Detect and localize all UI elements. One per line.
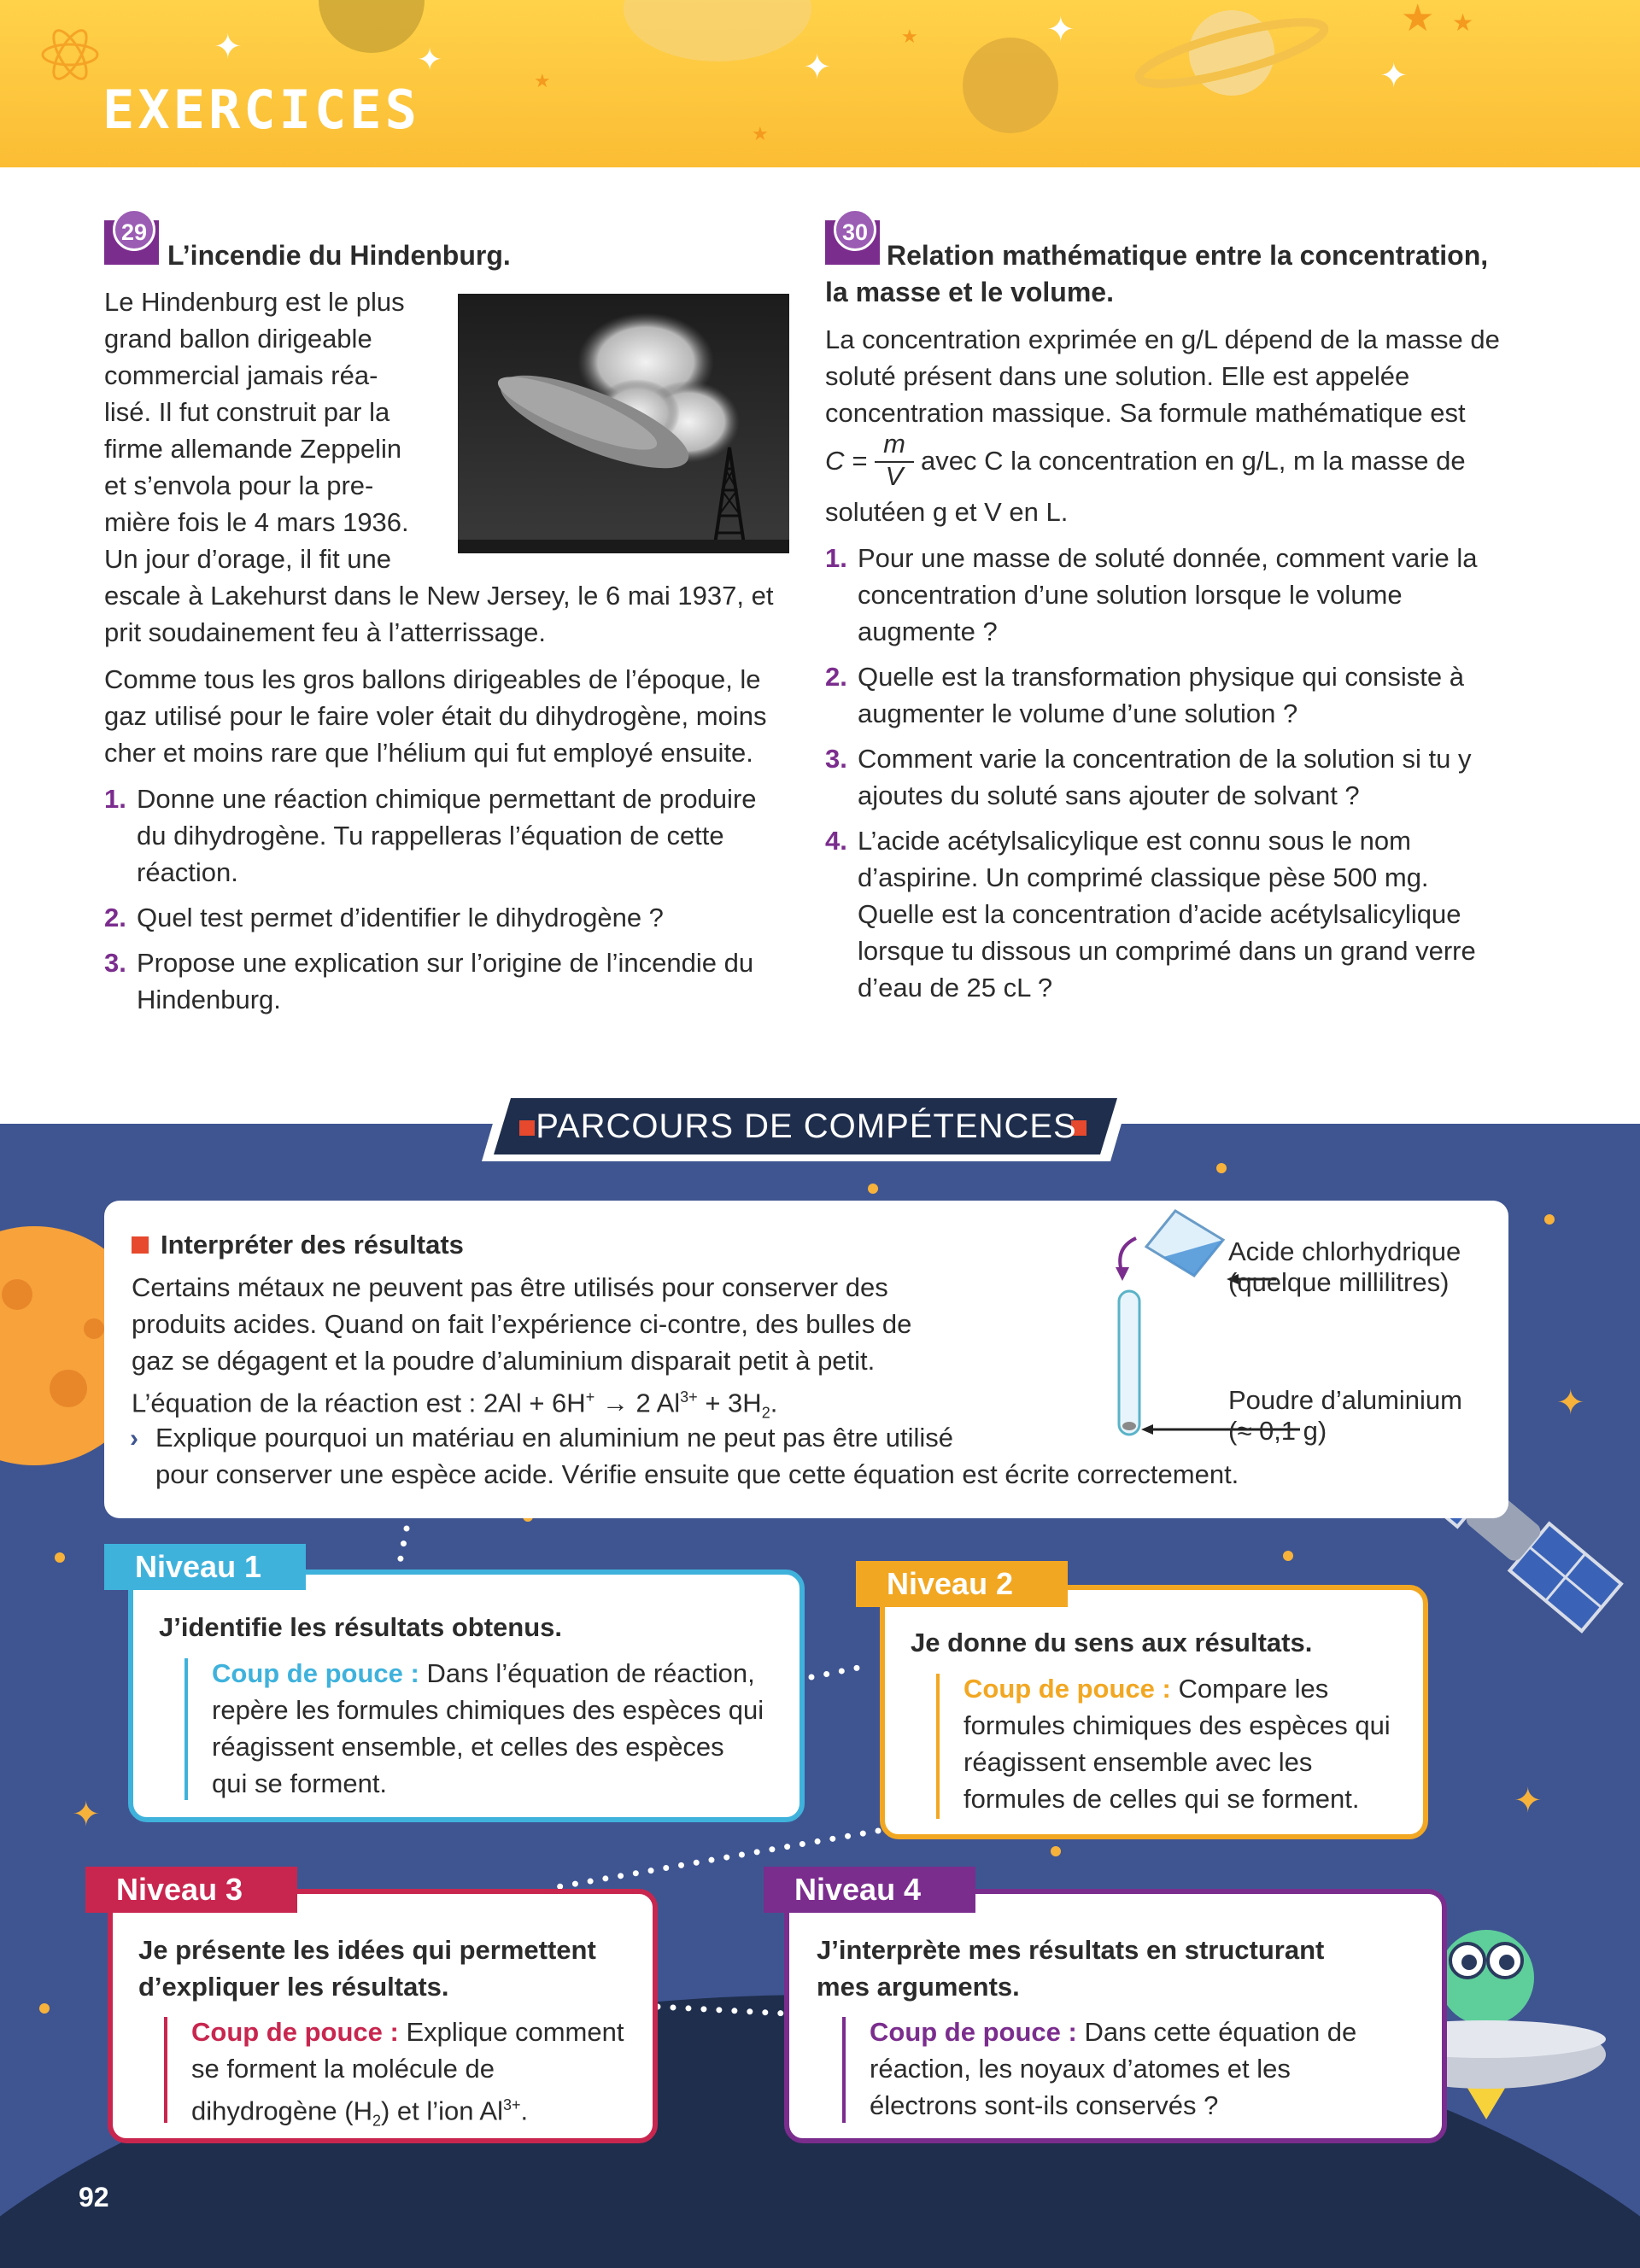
tip-label: Coup de pouce :: [212, 1658, 419, 1688]
text-line: gaz se dégagent et la poudre d’aluminium disparait petit à petit.: [132, 1346, 876, 1376]
formula-numerator: m: [883, 429, 905, 459]
heading-line: Je présente les idées qui permettent: [138, 1935, 596, 1965]
test-tube: [1119, 1291, 1139, 1435]
tip-text: Dans cette équation de réaction, les noyaux d’atomes et les électrons sont-ils conservés ?: [870, 2017, 1357, 2120]
level-heading: J’identifie les résultats obtenus.: [159, 1612, 563, 1642]
svg-text:✦: ✦: [214, 27, 243, 67]
planet-graphic: [963, 38, 1058, 133]
level-tag-2: Niveau 2: [856, 1561, 1068, 1607]
planet-graphic: [319, 0, 425, 53]
banner-title: PARCOURS DE COMPÉTENCES: [536, 1108, 1077, 1145]
level-tag-4: Niveau 4: [764, 1867, 975, 1913]
equation-part: 2Al + 6H: [483, 1388, 586, 1418]
svg-text:✦: ✦: [803, 48, 832, 87]
svg-text:✦: ✦: [72, 1795, 101, 1834]
tip-text: .: [520, 2096, 529, 2126]
question-item: [825, 822, 1508, 1006]
square-bullet: [132, 1236, 149, 1254]
chevron-right-icon: ›: [130, 1424, 138, 1453]
svg-text:✦: ✦: [1046, 10, 1075, 50]
level-tag-1: Niveau 1: [104, 1544, 306, 1590]
level-heading: Je donne du sens aux résultats.: [911, 1628, 1313, 1657]
star-dot: [868, 1184, 878, 1194]
text-line: grand ballon dirigeable: [104, 324, 372, 354]
svg-text:★: ★: [1401, 0, 1435, 40]
question-text: Pour une masse de soluté donnée, comment varie la concentration d’une solution lorsque le volume augmente ?: [858, 543, 1478, 646]
superscript: 3+: [680, 1388, 698, 1406]
exercise-title-line: Relation mathématique entre la concentration,: [887, 240, 1489, 271]
section-title: EXERCICES: [102, 79, 420, 141]
tip-label: Coup de pouce :: [964, 1674, 1171, 1704]
level-heading: [138, 1932, 596, 2005]
card-text: [132, 1269, 911, 1432]
formula-denominator: V: [885, 461, 904, 491]
svg-text:★: ★: [1452, 9, 1474, 37]
tip-label: Coup de pouce :: [870, 2017, 1077, 2047]
text-line: commercial jamais réa-: [104, 360, 378, 390]
hindenburg-photo: [458, 294, 789, 553]
svg-text:✦: ✦: [1556, 1383, 1585, 1423]
question-item: [825, 740, 1508, 814]
tip-text: Dans l’équation de réaction, repère les formules chimiques des espèces qui réagissent ensemble, et celles des espèces qui se forment.: [212, 1658, 764, 1798]
level-tip: [164, 2014, 642, 2140]
heading-line: d’expliquer les résultats.: [138, 1972, 449, 2002]
atom-icon: [43, 26, 97, 83]
label-line: (quelque millilitres): [1228, 1267, 1450, 1297]
equation-part: .: [770, 1388, 778, 1418]
acid-label: [1228, 1236, 1461, 1298]
question-number: 1.: [104, 784, 126, 814]
svg-text:✦: ✦: [417, 43, 443, 78]
card-heading: Interpréter des résultats: [161, 1230, 464, 1260]
level-card-3: [108, 1889, 658, 2143]
question-text: Donne une réaction chimique permettant de produire du dihydrogène. Tu rappelleras l’équation de cette réaction.: [137, 784, 757, 887]
question-item: [825, 540, 1508, 650]
question-text: Quelle est la transformation physique qui consiste à augmenter le volume d’une solution ?: [858, 662, 1464, 728]
header-banner: [0, 0, 1640, 167]
level-card-1: [128, 1569, 805, 1822]
question-number: 3.: [825, 744, 847, 774]
svg-text:★: ★: [901, 26, 918, 48]
exercise-title: L’incendie du Hindenburg.: [167, 240, 511, 271]
level-heading: [817, 1932, 1324, 2005]
question-number: 2.: [104, 903, 126, 932]
section-banner: [478, 1088, 1134, 1165]
svg-text:★: ★: [534, 71, 551, 92]
question-number: 3.: [104, 948, 126, 978]
subscript: 2: [372, 2112, 381, 2130]
svg-text:★: ★: [752, 124, 769, 145]
exercise-paragraph: Comme tous les gros ballons dirigeables de l’époque, le gaz utilisé pour le faire voler était du dihydrogène, moins cher et moins rare que l’hélium qui fut employé ensuite.: [104, 664, 767, 768]
text-line: pour conserver une espèce acide. Vérifie ensuite que cette équation est écrite correctement.: [155, 1459, 1239, 1489]
svg-text:✦: ✦: [1379, 56, 1409, 96]
text-line: Le Hindenburg est le plus: [104, 287, 405, 317]
text-line: lisé. Il fut construit par la: [104, 397, 390, 427]
superscript: 3+: [503, 2096, 521, 2113]
tip-text: Explique comment se forment la molécule de dihydrogène (H: [191, 2017, 624, 2126]
question-number: 1.: [825, 543, 847, 573]
level-tip: [184, 1655, 765, 1802]
page-number: 92: [79, 2182, 109, 2212]
heading-line: mes arguments.: [817, 1972, 1020, 2002]
formula-units: solutéen g et V en L.: [825, 497, 1069, 527]
question-list: [104, 780, 793, 1026]
exercise-intro-wrapped: [104, 284, 463, 577]
question-item: [104, 899, 793, 936]
text-line: et s’envola pour la pre-: [104, 471, 374, 500]
question-number: 2.: [825, 662, 847, 692]
equation-label: L’équation de la réaction est :: [132, 1388, 477, 1418]
level-tag-3: Niveau 3: [85, 1867, 297, 1913]
svg-text:✦: ✦: [1514, 1781, 1543, 1821]
skills-card: [104, 1201, 1508, 1518]
question-item: [104, 944, 793, 1018]
text-line: Explique pourquoi un matériau en aluminium ne peut pas être utilisé: [155, 1423, 954, 1453]
question-text: Quel test permet d’identifier le dihydrogène ?: [137, 903, 664, 932]
formula-line: [825, 425, 1526, 494]
heading-line: J’interprète mes résultats en structurant: [817, 1935, 1325, 1965]
tip-text: Compare les formules chimiques des espèces qui réagissent ensemble avec les formules de celles qui se forment.: [964, 1674, 1391, 1814]
formula-lhs: C =: [825, 446, 868, 476]
text-line: Certains métaux ne peuvent pas être utilisés pour conserver des: [132, 1272, 888, 1302]
level-tip: [936, 1670, 1406, 1817]
tip-label: Coup de pouce :: [191, 2017, 399, 2047]
formula-explanation: avec C la concentration en g/L, m la masse de: [921, 446, 1466, 476]
powder-label: [1228, 1385, 1462, 1447]
exercise-intro-continued: escale à Lakehurst dans le New Jersey, le 6 mai 1937, et prit soudainement feu à l’atterrissage.: [104, 581, 774, 647]
exercise-number: 29: [113, 208, 155, 251]
text-line: produits acides. Quand on fait l’expérience ci-contre, des bulles de: [132, 1309, 912, 1339]
planet-graphic: [624, 0, 811, 61]
star-dot: [1544, 1214, 1555, 1225]
equation-part: 2 Al: [636, 1388, 681, 1418]
exercise-title-line: la masse et le volume.: [825, 277, 1114, 307]
superscript: +: [585, 1388, 595, 1406]
subscript: 2: [761, 1404, 770, 1422]
level-card-2: [880, 1585, 1428, 1839]
question-number: 4.: [825, 826, 847, 856]
exercise-number: 30: [834, 208, 876, 251]
reaction-arrow: →: [601, 1388, 629, 1418]
exercise-number-badge: [825, 220, 880, 265]
level-tip: [842, 2014, 1389, 2124]
text-line: mière fois le 4 mars 1936.: [104, 507, 409, 537]
label-line: Acide chlorhydrique: [1228, 1236, 1461, 1266]
tip-text: ) et l’ion Al: [380, 2096, 503, 2126]
exercise-paragraph: La concentration exprimée en g/L dépend de la masse de soluté présent dans une solution. Elle est appelée concentration massique. Sa formule mathématique est: [825, 324, 1500, 428]
question-list: [825, 540, 1508, 1014]
level-card-4: [784, 1889, 1447, 2143]
question-text: Comment varie la concentration de la solution si tu y ajoutes du soluté sans ajouter de solvant ?: [858, 744, 1472, 810]
question-text: L’acide acétylsalicylique est connu sous le nom d’aspirine. Un comprimé classique pèse 500 mg. Quelle est la concentration d’acide acétylsalicylique lorsque tu dissous un comprimé dans un grand verre d’eau de 25 cL ?: [858, 826, 1476, 1002]
text-line: Un jour d’orage, il fit une: [104, 544, 392, 574]
star-dot: [1216, 1163, 1227, 1173]
label-line: Poudre d’aluminium: [1228, 1385, 1462, 1415]
equation-part: + 3H: [705, 1388, 762, 1418]
question-item: [104, 780, 793, 891]
text-line: firme allemande Zeppelin: [104, 434, 402, 464]
question-item: [825, 658, 1508, 732]
question-text: Propose une explication sur l’origine de l’incendie du Hindenburg.: [137, 948, 754, 1014]
label-line: (≈ 0,1 g): [1228, 1416, 1327, 1446]
exercise-number-badge: [104, 220, 159, 265]
